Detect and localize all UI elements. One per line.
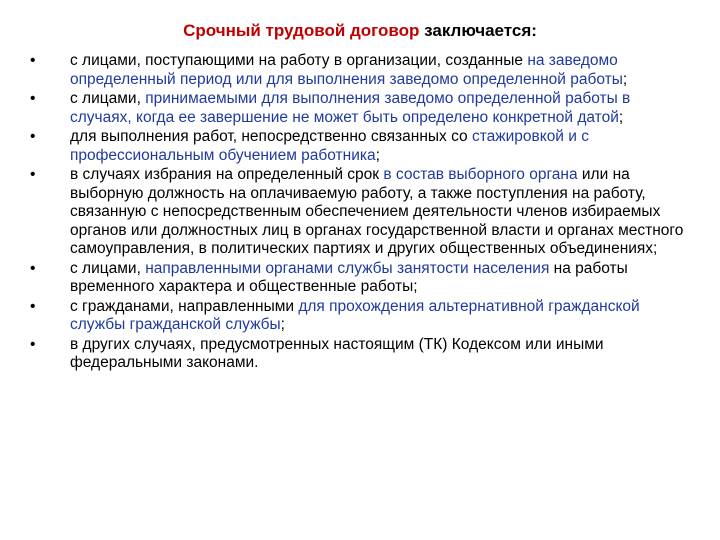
highlighted-text: направленными органами службы занятости населения — [145, 259, 550, 277]
highlighted-text: принимаемыми для выполнения заведомо определенной работы в случаях, когда ее завершение не может быть определено конкретной датой — [70, 90, 631, 126]
bullet-icon: • — [30, 166, 36, 183]
list-item — [30, 260, 690, 297]
list-item — [30, 166, 690, 259]
list-item — [30, 298, 690, 335]
bullet-icon: • — [30, 128, 36, 145]
bullet-icon: • — [30, 335, 36, 353]
item-text: ; — [618, 108, 624, 126]
item-text: или на выборную должность на оплачиваемую работу, а также поступления на работу, связанную с непосредственным обеспечением деятельности членов избираемых органов или должностных лиц в органах государственной власти и органах местного самоуправления, в политических партиях и других общественных объединениях; — [70, 166, 684, 257]
item-text: для выполнения работ, непосредственно связанных со — [70, 128, 472, 145]
list-item — [30, 336, 690, 373]
title-suffix: заключается: — [419, 21, 537, 40]
highlighted-text: на заведомо определенный период или для выполнения заведомо определенной работы — [70, 52, 623, 88]
list-item — [30, 90, 690, 127]
item-text: с гражданами, направленными — [70, 297, 299, 315]
slide-title — [0, 20, 720, 42]
item-text: ; — [280, 316, 285, 333]
item-text: с лицами, — [70, 259, 146, 277]
highlighted-text: стажировкой и с профессиональным обучением работника — [70, 128, 589, 164]
bullet-icon: • — [30, 259, 36, 277]
bullet-icon: • — [30, 297, 36, 315]
item-text: с лицами, поступающими на работу в организации, созданные — [70, 52, 528, 69]
item-text: в случаях избрания на определенный срок — [70, 166, 384, 183]
bullet-icon: • — [30, 90, 36, 107]
highlighted-text: в состав выборного органа — [383, 166, 578, 183]
list-item — [30, 52, 690, 89]
item-text: в других случаях, предусмотренных настоящим (ТК) Кодексом или иными федеральными законами. — [70, 335, 604, 371]
title-term: Срочный трудовой договор — [183, 21, 420, 40]
item-text: ; — [622, 70, 628, 88]
highlighted-text: для прохождения альтернативной гражданской службы гражданской службы — [70, 297, 640, 333]
item-text: ; — [375, 146, 380, 164]
item-text: с лицами, — [70, 90, 146, 107]
item-text: на работы временного характера и общественные работы; — [70, 259, 628, 295]
list-item — [30, 128, 690, 165]
bullet-list — [30, 52, 690, 374]
bullet-icon: • — [30, 52, 36, 69]
